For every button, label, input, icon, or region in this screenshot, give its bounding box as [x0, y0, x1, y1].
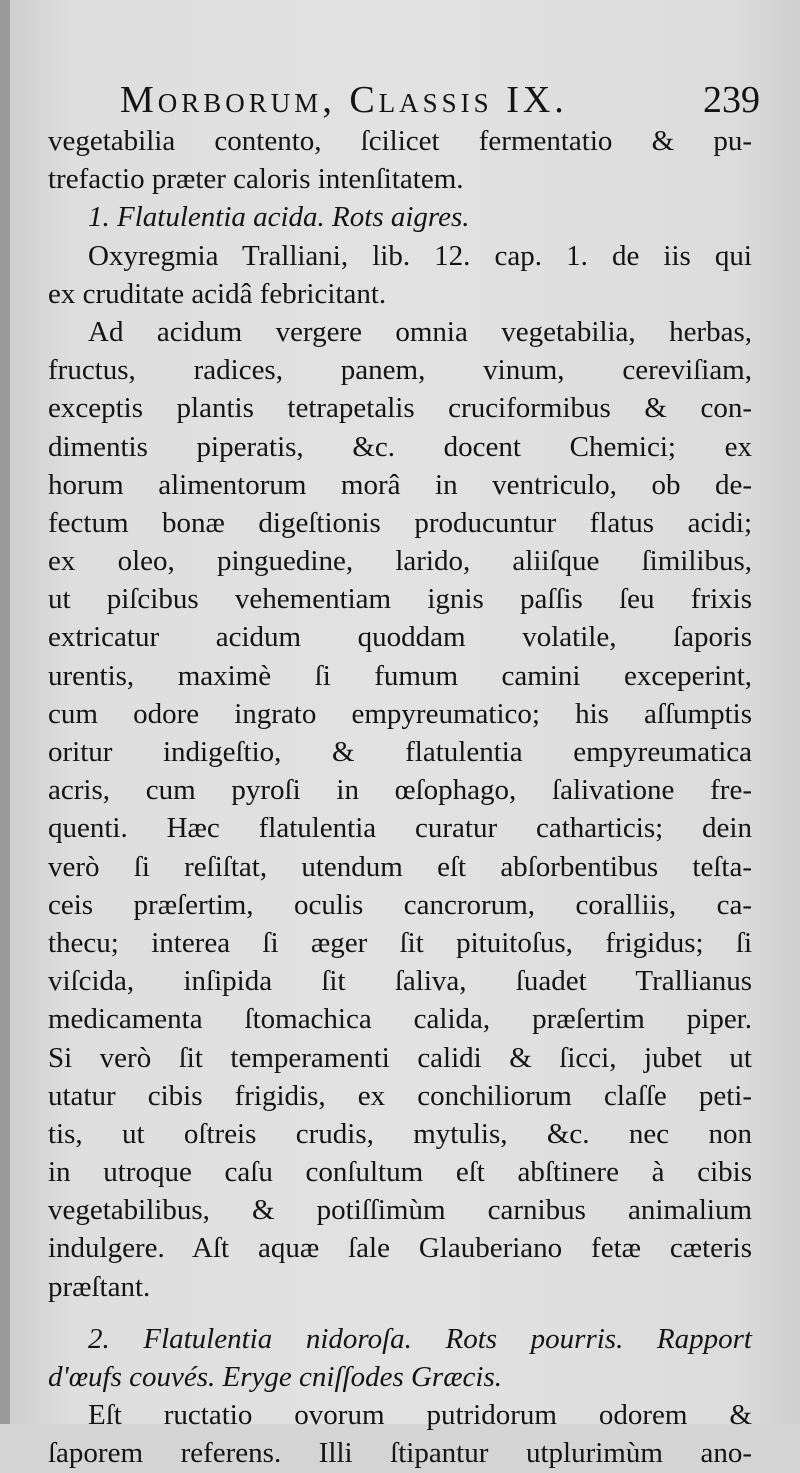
running-head: [120, 78, 760, 128]
text-line: viſcida, inſipida ſit ſaliva, ſuadet Trallianus: [48, 965, 752, 998]
text-line: Si verò ſit temperamenti calidi & ſicci, jubet ut: [48, 1041, 752, 1074]
text-line: vegetabilia contento, ſcilicet fermentatio & pu-: [48, 125, 752, 157]
text-line: thecu; interea ſi æger ſit pituitoſus, frigidus; ſi: [48, 926, 752, 959]
text-line: medicamenta ſtomachica calida, præſertim piper.: [48, 1003, 752, 1036]
text-line: extricatur acidum quoddam volatile, ſaporis: [48, 621, 752, 654]
running-head-title: Morborum, Classis IX.: [120, 79, 568, 121]
text-line: vegetabilibus, & potiſſimùm carnibus animalium: [48, 1194, 752, 1227]
text-line: præſtant.: [48, 1270, 151, 1303]
text-line: 2. Flatulentia nidoroſa. Rots pourris. Rapport: [88, 1322, 752, 1355]
text-line: utatur cibis frigidis, ex conchiliorum claſſe peti-: [48, 1079, 752, 1112]
text-line: tis, ut oſtreis crudis, mytulis, &c. nec non: [48, 1117, 752, 1150]
page-number: 239: [703, 79, 760, 121]
text-line: ut piſcibus vehementiam ignis paſſis ſeu frixis: [48, 583, 752, 616]
text-line: quenti. Hæc flatulentia curatur catharticis; dein: [48, 812, 752, 845]
text-line: ex cruditate acidâ febricitant.: [48, 277, 387, 310]
text-line: fectum bonæ digeſtionis producuntur flatus acidi;: [48, 506, 752, 539]
text-line: Ad acidum vergere omnia vegetabilia, herbas,: [88, 315, 752, 348]
text-line: acris, cum pyroſi in œſophago, ſalivatione fre-: [48, 774, 752, 807]
text-line: dimentis piperatis, &c. docent Chemici; ex: [48, 430, 752, 463]
text-line: urentis, maximè ſi fumum camini exceperint,: [48, 659, 752, 692]
text-line: indulgere. Aſt aquæ ſale Glauberiano fetæ cæteris: [48, 1232, 752, 1265]
text-line: in utroque caſu conſultum eſt abſtinere à cibis: [48, 1156, 752, 1189]
body-text: [48, 122, 752, 1473]
text-line: cum odore ingrato empyreumatico; his aſſumptis: [48, 697, 752, 730]
text-line: 1. Flatulentia acida. Rots aigres.: [88, 201, 470, 234]
text-line: horum alimentorum morâ in ventriculo, ob de-: [48, 468, 752, 501]
text-line: verò ſi reſiſtat, utendum eſt abſorbentibus teſta-: [48, 850, 752, 883]
text-line: trefactio præter caloris intenſitatem.: [48, 163, 464, 196]
text-line: Oxyregmia Tralliani, lib. 12. cap. 1. de iis qui: [88, 239, 752, 272]
text-line: ceis præſertim, oculis cancrorum, coralliis, ca-: [48, 888, 752, 921]
text-line: ſaporem referens. Illi ſtipantur utplurimùm ano-: [48, 1437, 752, 1470]
page-gutter: [0, 0, 10, 1424]
text-line: exceptis plantis tetrapetalis cruciformibus & con-: [48, 392, 752, 425]
text-line: fructus, radices, panem, vinum, cereviſiam,: [48, 354, 752, 387]
text-line: oritur indigeſtio, & flatulentia empyreumatica: [48, 736, 752, 768]
text-line: ex oleo, pinguedine, larido, aliiſque ſimilibus,: [48, 545, 752, 578]
text-line: Eſt ructatio ovorum putridorum odorem &: [88, 1399, 752, 1432]
text-line: d'œufs couvés. Eryge cniſſodes Græcis.: [48, 1361, 503, 1393]
